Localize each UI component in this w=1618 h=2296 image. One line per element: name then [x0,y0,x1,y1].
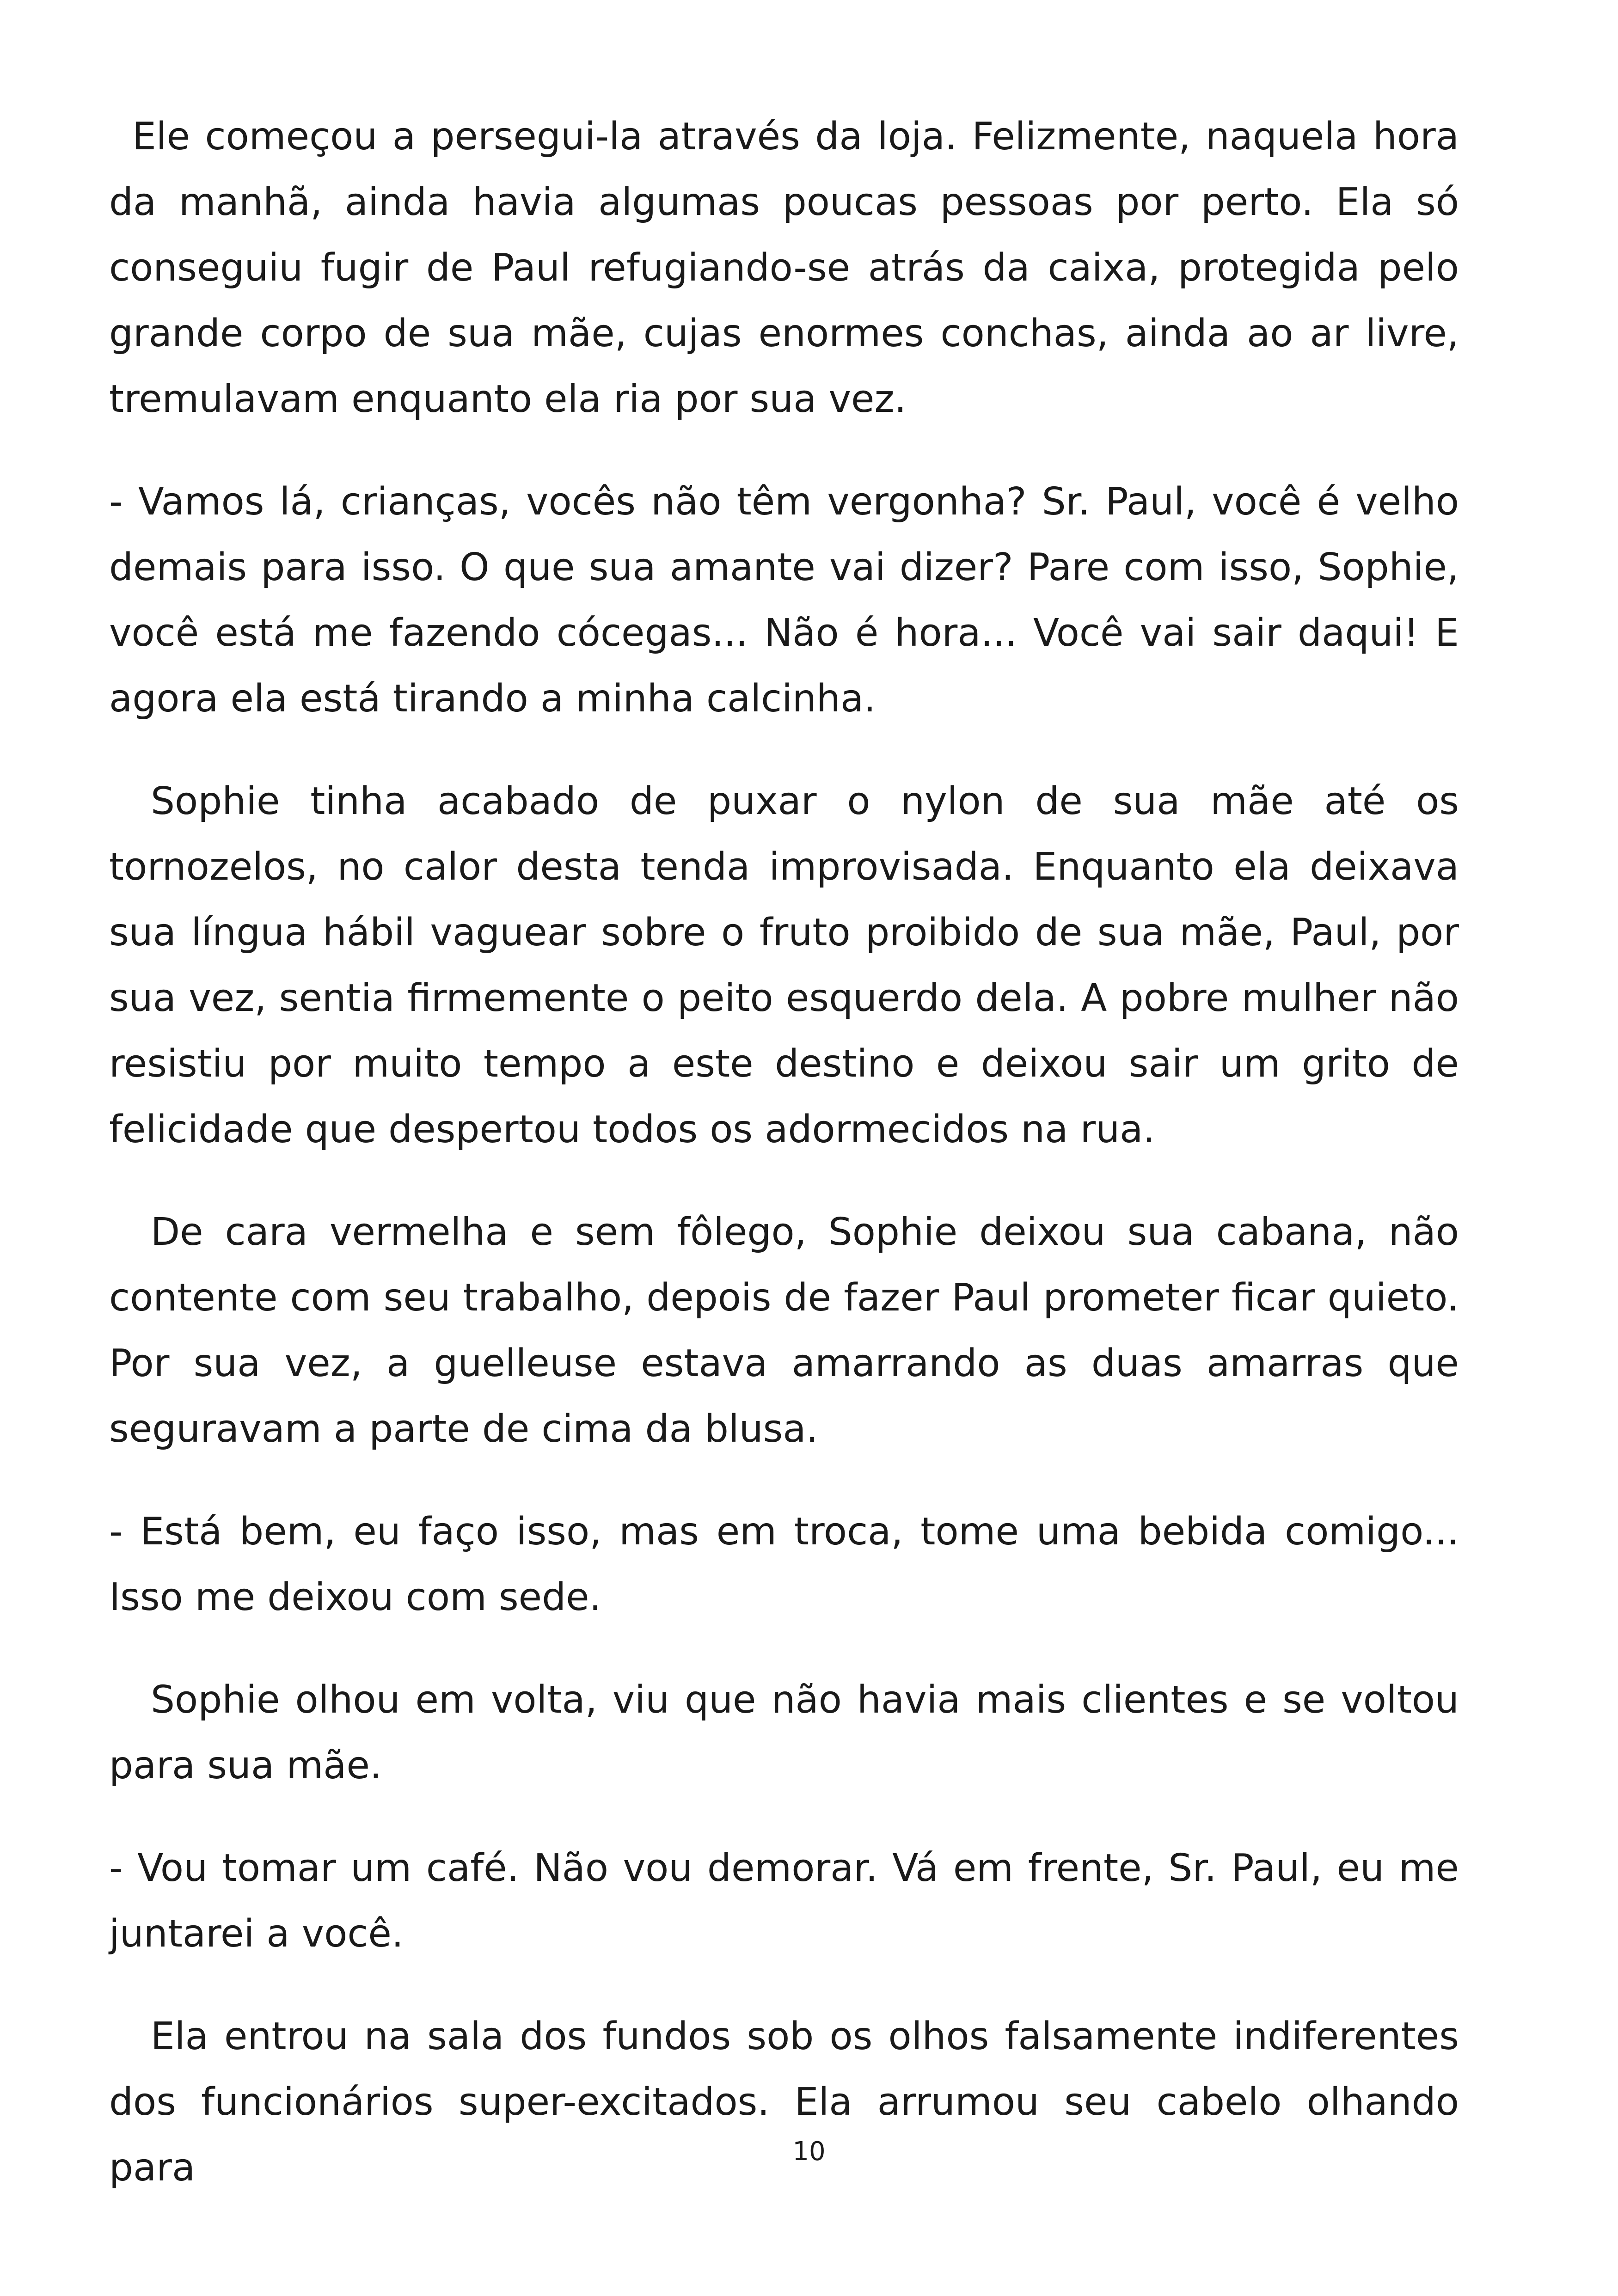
paragraph-7-dialogue: - Vou tomar um café. Não vou demorar. Vá em frente, Sr. Paul, eu me juntarei a você. [109,1846,1459,1956]
paragraph-4: De cara vermelha e sem fôlego, Sophie deixou sua cabana, não contente com seu trabalho, depois de fazer Paul prometer ficar quieto. Por sua vez, a guelleuse estava amarrando as duas amarras que seguravam a parte de cima da blusa. [109,1210,1459,1451]
paragraph-8: Ela entrou na sala dos fundos sob os olhos falsamente indiferentes dos funcionários super-excitados. Ela arrumou seu cabelo olhando para [109,2014,1459,2190]
paragraph-6: Sophie olhou em volta, viu que não havia mais clientes e se voltou para sua mãe. [109,1678,1459,1788]
paragraph-5-dialogue: - Está bem, eu faço isso, mas em troca, tome uma bebida comigo... Isso me deixou com sede. [109,1510,1459,1619]
body-text [109,104,1459,2238]
page-number: 10 [792,2137,826,2167]
paragraph-3: Sophie tinha acabado de puxar o nylon de sua mãe até os tornozelos, no calor desta tenda improvisada. Enquanto ela deixava sua língua hábil vaguear sobre o fruto proibido de sua mãe, Paul, por sua vez, sentia firmemente o peito esquerdo dela. A pobre mulher não resistiu por muito tempo a este destino e deixou sair um grito de felicidade que despertou todos os adormecidos na rua. [109,779,1459,1151]
paragraph-2-dialogue: - Vamos lá, crianças, vocês não têm vergonha? Sr. Paul, você é velho demais para isso. O que sua amante vai dizer? Pare com isso, Sophie, você está me fazendo cócegas... Não é hora... Você vai sair daqui! E agora ela está tirando a minha calcinha. [109,480,1459,721]
paragraph-1: Ele começou a persegui-la através da loja. Felizmente, naquela hora da manhã, ainda havia algumas poucas pessoas por perto. Ela só conseguiu fugir de Paul refugiando-se atrás da caixa, protegida pelo grande corpo de sua mãe, cujas enormes conchas, ainda ao ar livre, tremulavam enquanto ela ria por sua vez. [109,115,1459,421]
